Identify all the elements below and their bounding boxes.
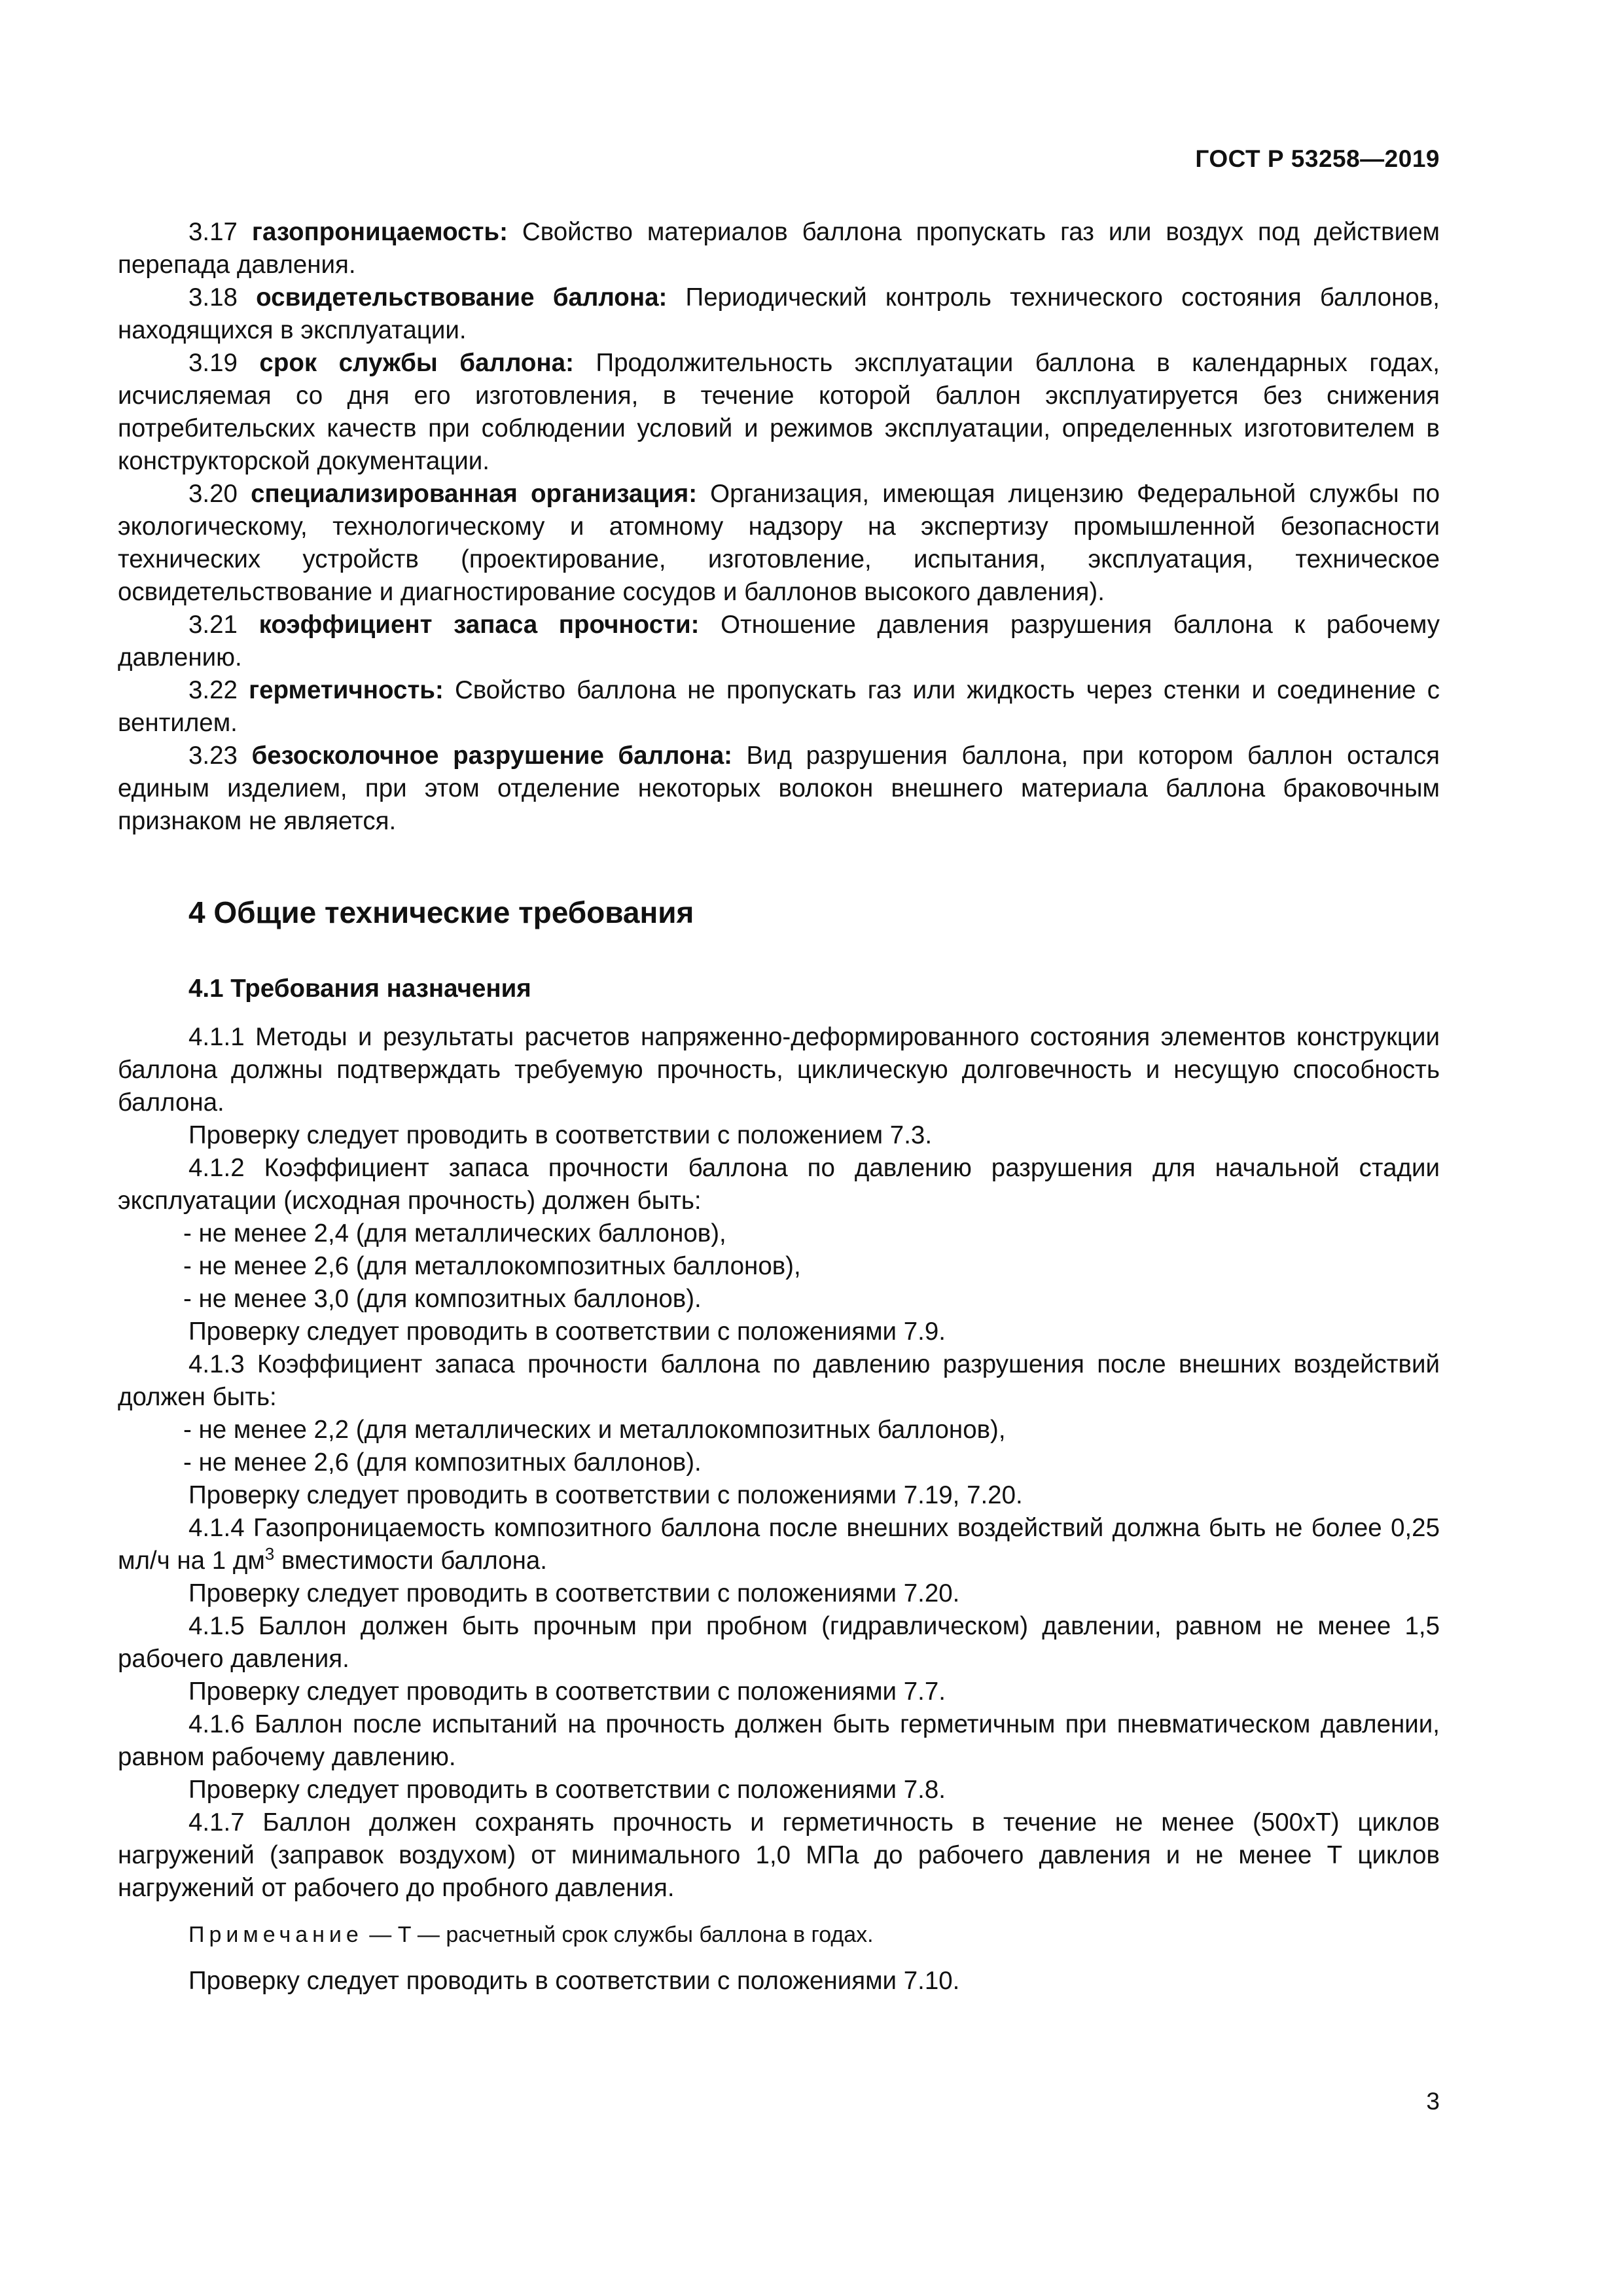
definition-number: 3.23 (188, 742, 238, 770)
clause-4-1-1: 4.1.1 Методы и результаты расчетов напряженно-деформированного состояния элементов конструкции баллона должны подтверждать требуемую прочность, циклическую долговечность и несущую способность баллона. (118, 1023, 1440, 1117)
list-item: - не менее 2,2 (для металлических и металлокомпозитных баллонов), (183, 1416, 1006, 1444)
clause-text-end: вместимости баллона. (274, 1547, 547, 1575)
definition-text: Вид разрушения баллона, при котором баллон остался единым изделием, при этом отделение некоторых волокон внешнего материала баллона браковочным признаком не является. (118, 742, 1440, 835)
definition-term: газопроницаемость: (251, 218, 508, 246)
verification-4-1-7: Проверку следует проводить в соответствии с положениями 7.10. (188, 1967, 960, 1995)
definition-number: 3.19 (188, 349, 238, 377)
verification-4-1-5: Проверку следует проводить в соответствии с положениями 7.7. (188, 1677, 946, 1706)
clause-4-1-2: 4.1.2 Коэффициент запаса прочности баллона по давлению разрушения для начальной стадии эксплуатации (исходная прочность) должен быть: (118, 1154, 1440, 1215)
verification-4-1-3: Проверку следует проводить в соответствии с положениями 7.19, 7.20. (188, 1481, 1023, 1509)
definition-term: герметичность: (249, 676, 444, 704)
verification-4-1-6: Проверку следует проводить в соответствии с положениями 7.8. (188, 1776, 946, 1804)
definition-text: Свойство материалов баллона пропускать газ или воздух под действием перепада давления. (118, 218, 1440, 279)
definition-text: Свойство баллона не пропускать газ или жидкость через стенки и соединение с вентилем. (118, 676, 1440, 737)
list-item: - не менее 2,6 (для композитных баллонов). (183, 1448, 702, 1477)
definition-3-17 (118, 216, 1440, 281)
document-code: ГОСТ Р 53258—2019 (1195, 145, 1440, 172)
definition-term: безосколочное разрушение баллона: (251, 742, 732, 770)
definition-3-20 (118, 478, 1440, 609)
clause-4-1-5: 4.1.5 Баллон должен быть прочным при пробном (гидравлическом) давлении, равном не менее 1,5 рабочего давления. (118, 1612, 1440, 1673)
definition-number: 3.18 (188, 283, 238, 312)
note (118, 1919, 1440, 1950)
section-title: 4 Общие технические требования (188, 895, 694, 929)
clause-4-1-4 (118, 1512, 1440, 1577)
definition-3-21 (118, 609, 1440, 674)
clause-4-1-3: 4.1.3 Коэффициент запаса прочности баллона по давлению разрушения после внешних воздействий должен быть: (118, 1350, 1440, 1411)
page-content (118, 216, 1440, 1998)
note-label: Примечание (188, 1922, 363, 1947)
clause-4-1-6: 4.1.6 Баллон после испытаний на прочность должен быть герметичным при пневматическом давлении, равном рабочему давлению. (118, 1710, 1440, 1771)
subsection-title: 4.1 Требования назначения (188, 975, 531, 1003)
clause-4-1-7: 4.1.7 Баллон должен сохранять прочность и герметичность в течение не менее (500хТ) циклов нагружений (заправок воздухом) от минимального 1,0 МПа до рабочего давления и не менее Т циклов нагружений от рабочего до пробного давления. (118, 1808, 1440, 1902)
definition-term: освидетельствование баллона: (256, 283, 668, 312)
definition-text: Отношение давления разрушения баллона к рабочему давлению. (118, 611, 1440, 672)
definition-text: Организация, имеющая лицензию Федеральной службы по экологическому, технологическому и атомному надзору на экспертизу промышленной безопасности технических устройств (проектирование, изготовление, испытания, эксплуатация, техническое освидетельствование и диагностирование сосудов и баллонов высокого давления). (118, 480, 1440, 606)
list-item: - не менее 2,6 (для металлокомпозитных баллонов), (183, 1252, 801, 1280)
definition-number: 3.17 (188, 218, 238, 246)
page-number: 3 (1426, 2088, 1440, 2115)
list-item: - не менее 3,0 (для композитных баллонов). (183, 1285, 702, 1313)
definition-term: коэффициент запаса прочности: (259, 611, 700, 639)
definition-text: Периодический контроль технического состояния баллонов, находящихся в эксплуатации. (118, 283, 1440, 344)
definition-number: 3.21 (188, 611, 238, 639)
superscript: 3 (264, 1544, 275, 1564)
definition-term: специализированная организация: (251, 480, 698, 508)
verification-4-1-2: Проверку следует проводить в соответствии с положениями 7.9. (188, 1318, 946, 1346)
definition-3-23 (118, 740, 1440, 838)
definition-number: 3.20 (188, 480, 238, 508)
definition-3-18 (118, 281, 1440, 347)
verification-4-1-1: Проверку следует проводить в соответствии с положением 7.3. (188, 1121, 933, 1149)
definition-3-22 (118, 674, 1440, 740)
clause-text: 4.1.4 Газопроницаемость композитного баллона после внешних воздействий должна быть не более 0,25 мл/ч на 1 дм (118, 1514, 1440, 1575)
list-item: - не менее 2,4 (для металлических баллонов), (183, 1219, 726, 1247)
definition-text: Продолжительность эксплуатации баллона в календарных годах, исчисляемая со дня его изготовления, в течение которой баллон эксплуатируется без снижения потребительских качеств при соблюдении условий и режимов эксплуатации, определенных изготовителем в конструкторской документации. (118, 349, 1440, 475)
definition-term: срок службы баллона: (259, 349, 574, 377)
verification-4-1-4: Проверку следует проводить в соответствии с положениями 7.20. (188, 1579, 960, 1607)
note-text: — Т — расчетный срок службы баллона в годах. (363, 1922, 874, 1947)
definition-number: 3.22 (188, 676, 238, 704)
definition-3-19 (118, 347, 1440, 478)
